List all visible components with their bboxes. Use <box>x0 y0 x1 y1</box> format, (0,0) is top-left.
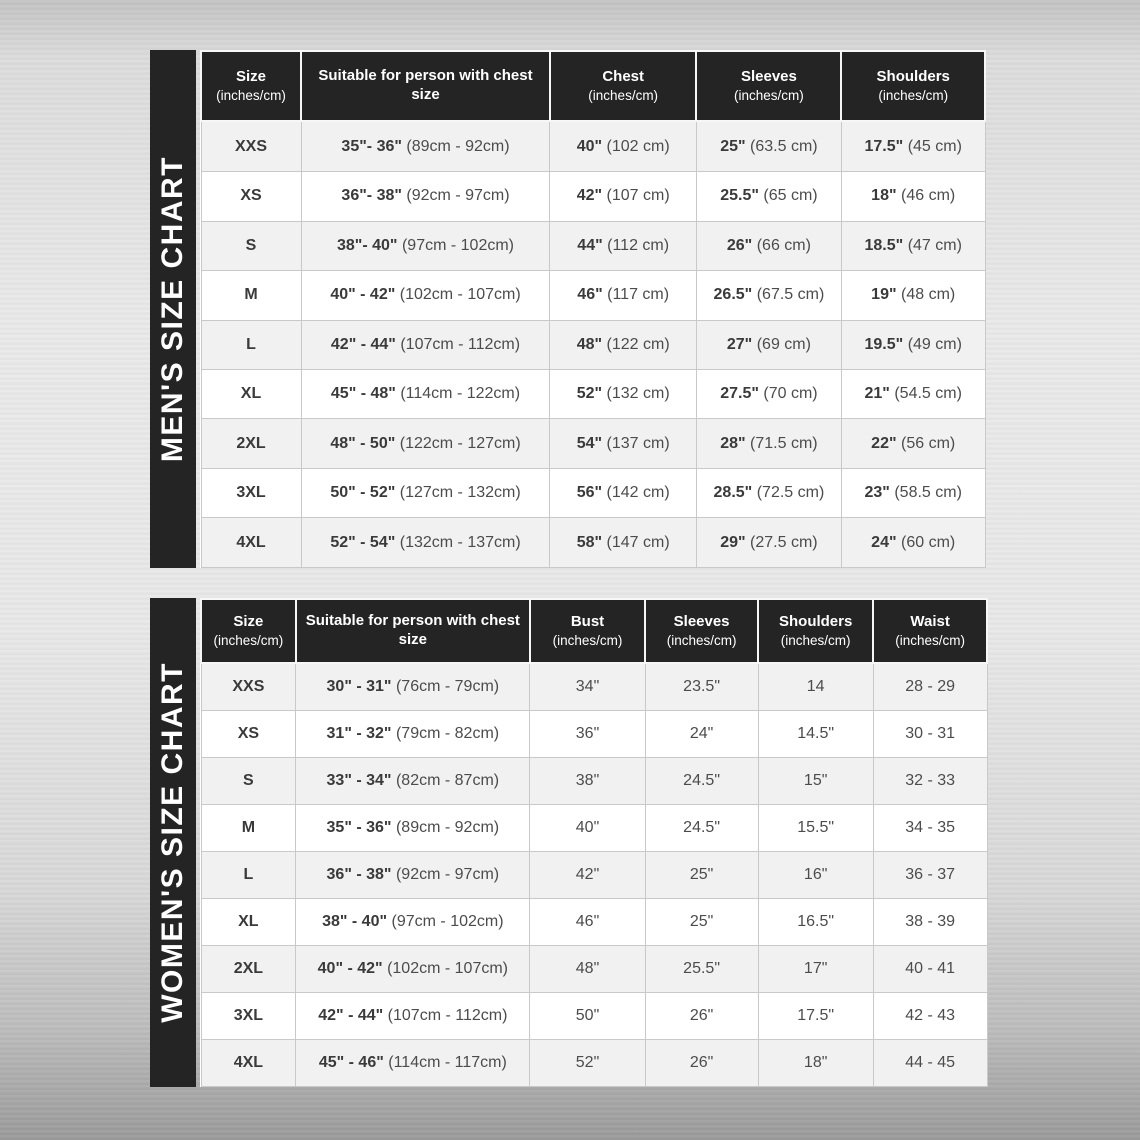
column-header: Chest (inches/cm) <box>550 51 696 121</box>
table-row <box>201 663 987 711</box>
table-cell: 46" (117 cm) <box>550 271 696 320</box>
table-cell: 3XL <box>201 468 301 517</box>
table-cell: 26.5" (67.5 cm) <box>696 271 841 320</box>
header-row <box>201 599 987 663</box>
table-row <box>201 899 987 946</box>
table-row <box>201 946 987 993</box>
table-cell: 42" - 44" (107cm - 112cm) <box>296 993 530 1040</box>
table-cell: 48" <box>530 946 645 993</box>
table-cell: 24" (60 cm) <box>841 518 985 568</box>
table-row <box>201 172 985 221</box>
table-cell: 25" <box>645 852 758 899</box>
table-cell: 2XL <box>201 946 296 993</box>
table-cell: 19.5" (49 cm) <box>841 320 985 369</box>
table-cell: L <box>201 320 301 369</box>
table-cell: 36 - 37 <box>873 852 987 899</box>
table-cell: 34 - 35 <box>873 805 987 852</box>
table-row <box>201 711 987 758</box>
table-row <box>201 419 985 468</box>
table-cell: 48" - 50" (122cm - 127cm) <box>301 419 550 468</box>
table-cell: 45" - 46" (114cm - 117cm) <box>296 1040 530 1087</box>
table-cell: 25" (63.5 cm) <box>696 121 841 172</box>
table-cell: 40 - 41 <box>873 946 987 993</box>
table-row <box>201 1040 987 1087</box>
table-cell: 42" (107 cm) <box>550 172 696 221</box>
table-cell: 3XL <box>201 993 296 1040</box>
column-header: Waist (inches/cm) <box>873 599 987 663</box>
table-cell: S <box>201 221 301 270</box>
table-cell: XXS <box>201 663 296 711</box>
table-cell: 38" <box>530 758 645 805</box>
womens-size-chart-section <box>150 598 988 1087</box>
table-cell: 25" <box>645 899 758 946</box>
header-row <box>201 51 985 121</box>
table-cell: 27" (69 cm) <box>696 320 841 369</box>
mens-size-table <box>200 50 986 568</box>
table-cell: M <box>201 271 301 320</box>
table-cell: 4XL <box>201 518 301 568</box>
table-cell: 35"- 36" (89cm - 92cm) <box>301 121 550 172</box>
table-row <box>201 468 985 517</box>
table-cell: 33" - 34" (82cm - 87cm) <box>296 758 530 805</box>
column-header: Shoulders (inches/cm) <box>758 599 873 663</box>
table-cell: 23" (58.5 cm) <box>841 468 985 517</box>
column-header: Suitable for person with chest size <box>301 51 550 121</box>
mens-chart-title: MEN'S SIZE CHART <box>156 155 189 463</box>
table-cell: 36" - 38" (92cm - 97cm) <box>296 852 530 899</box>
table-cell: 42 - 43 <box>873 993 987 1040</box>
table-cell: 18" (46 cm) <box>841 172 985 221</box>
table-cell: 16" <box>758 852 873 899</box>
table-cell: 38" - 40" (97cm - 102cm) <box>296 899 530 946</box>
table-cell: 17" <box>758 946 873 993</box>
table-cell: 4XL <box>201 1040 296 1087</box>
table-row <box>201 271 985 320</box>
table-cell: 50" <box>530 993 645 1040</box>
table-cell: 24" <box>645 711 758 758</box>
mens-size-chart-section <box>150 50 986 568</box>
column-header: Sleeves (inches/cm) <box>696 51 841 121</box>
table-cell: 56" (142 cm) <box>550 468 696 517</box>
table-cell: 40" - 42" (102cm - 107cm) <box>301 271 550 320</box>
table-cell: 15.5" <box>758 805 873 852</box>
table-cell: 45" - 48" (114cm - 122cm) <box>301 370 550 419</box>
table-cell: 42" - 44" (107cm - 112cm) <box>301 320 550 369</box>
table-row <box>201 221 985 270</box>
table-cell: XXS <box>201 121 301 172</box>
table-cell: 2XL <box>201 419 301 468</box>
table-cell: 34" <box>530 663 645 711</box>
table-cell: 18.5" (47 cm) <box>841 221 985 270</box>
table-cell: 17.5" <box>758 993 873 1040</box>
table-cell: 29" (27.5 cm) <box>696 518 841 568</box>
table-cell: 44 - 45 <box>873 1040 987 1087</box>
table-cell: 50" - 52" (127cm - 132cm) <box>301 468 550 517</box>
table-cell: 22" (56 cm) <box>841 419 985 468</box>
table-cell: 24.5" <box>645 805 758 852</box>
table-cell: 40" - 42" (102cm - 107cm) <box>296 946 530 993</box>
table-cell: 58" (147 cm) <box>550 518 696 568</box>
column-header: Suitable for person with chest size <box>296 599 530 663</box>
table-cell: 42" <box>530 852 645 899</box>
table-cell: XS <box>201 711 296 758</box>
table-row <box>201 518 985 568</box>
table-cell: 44" (112 cm) <box>550 221 696 270</box>
womens-chart-title-banner <box>150 598 196 1087</box>
table-row <box>201 852 987 899</box>
table-cell: 40" (102 cm) <box>550 121 696 172</box>
table-cell: 52" (132 cm) <box>550 370 696 419</box>
table-cell: 46" <box>530 899 645 946</box>
table-cell: 36" <box>530 711 645 758</box>
table-cell: 36"- 38" (92cm - 97cm) <box>301 172 550 221</box>
table-cell: 21" (54.5 cm) <box>841 370 985 419</box>
womens-chart-title: WOMEN'S SIZE CHART <box>156 662 189 1023</box>
table-cell: 26" <box>645 993 758 1040</box>
table-cell: 40" <box>530 805 645 852</box>
womens-size-table <box>200 598 988 1087</box>
mens-chart-title-banner <box>150 50 196 568</box>
table-cell: L <box>201 852 296 899</box>
column-header: Size (inches/cm) <box>201 599 296 663</box>
table-row <box>201 370 985 419</box>
table-cell: 25.5" <box>645 946 758 993</box>
table-cell: 24.5" <box>645 758 758 805</box>
column-header: Bust (inches/cm) <box>530 599 645 663</box>
table-cell: 54" (137 cm) <box>550 419 696 468</box>
table-cell: 25.5" (65 cm) <box>696 172 841 221</box>
table-cell: 17.5" (45 cm) <box>841 121 985 172</box>
table-cell: 26" <box>645 1040 758 1087</box>
table-cell: 28.5" (72.5 cm) <box>696 468 841 517</box>
column-header: Size (inches/cm) <box>201 51 301 121</box>
table-cell: 27.5" (70 cm) <box>696 370 841 419</box>
table-cell: 32 - 33 <box>873 758 987 805</box>
table-cell: 48" (122 cm) <box>550 320 696 369</box>
womens-size-table-wrap <box>200 598 988 1087</box>
table-row <box>201 320 985 369</box>
table-row <box>201 805 987 852</box>
table-cell: 18" <box>758 1040 873 1087</box>
table-cell: 52" <box>530 1040 645 1087</box>
table-row <box>201 993 987 1040</box>
table-cell: XL <box>201 899 296 946</box>
table-cell: XL <box>201 370 301 419</box>
table-cell: 14 <box>758 663 873 711</box>
table-cell: 28" (71.5 cm) <box>696 419 841 468</box>
table-cell: S <box>201 758 296 805</box>
column-header: Sleeves (inches/cm) <box>645 599 758 663</box>
table-cell: 38 - 39 <box>873 899 987 946</box>
table-cell: 30 - 31 <box>873 711 987 758</box>
table-cell: 26" (66 cm) <box>696 221 841 270</box>
table-cell: 23.5" <box>645 663 758 711</box>
column-header: Shoulders (inches/cm) <box>841 51 985 121</box>
table-cell: XS <box>201 172 301 221</box>
table-cell: 16.5" <box>758 899 873 946</box>
table-cell: 30" - 31" (76cm - 79cm) <box>296 663 530 711</box>
table-cell: 19" (48 cm) <box>841 271 985 320</box>
table-cell: 31" - 32" (79cm - 82cm) <box>296 711 530 758</box>
table-row <box>201 121 985 172</box>
table-cell: 15" <box>758 758 873 805</box>
table-cell: 14.5" <box>758 711 873 758</box>
table-cell: 52" - 54" (132cm - 137cm) <box>301 518 550 568</box>
table-row <box>201 758 987 805</box>
table-cell: 35" - 36" (89cm - 92cm) <box>296 805 530 852</box>
table-cell: M <box>201 805 296 852</box>
mens-size-table-wrap <box>200 50 986 568</box>
table-cell: 28 - 29 <box>873 663 987 711</box>
table-cell: 38"- 40" (97cm - 102cm) <box>301 221 550 270</box>
